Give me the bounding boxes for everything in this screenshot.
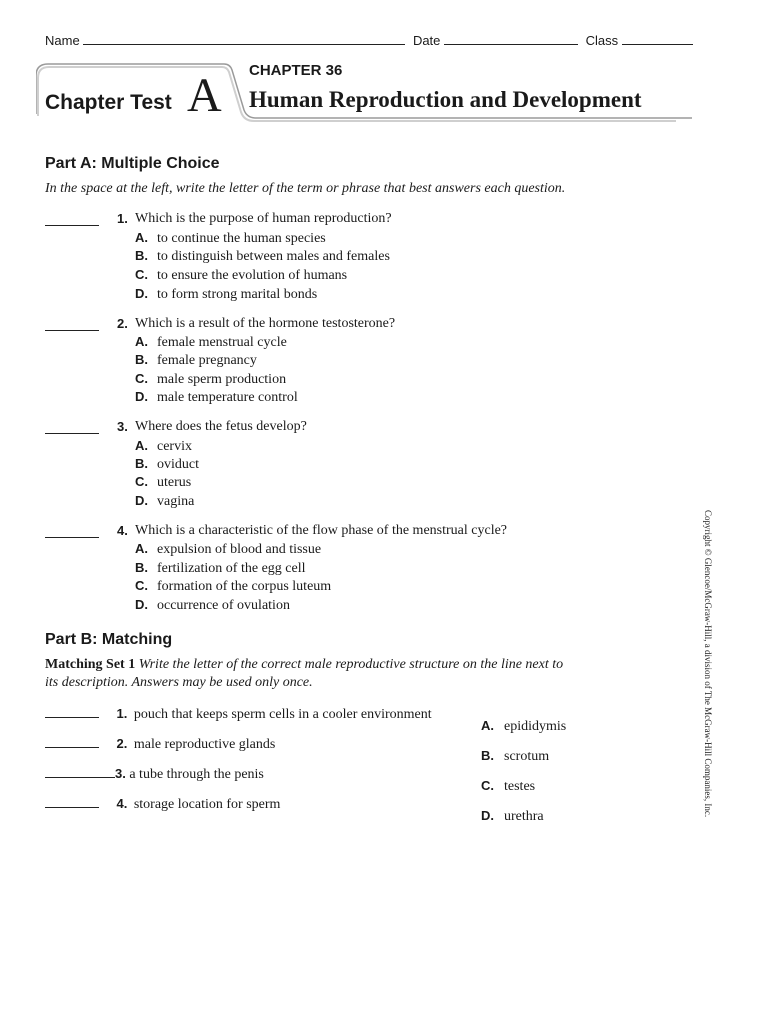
option-c: C. uterus xyxy=(135,474,192,490)
option-a: A. expulsion of blood and tissue xyxy=(135,541,322,557)
option-d: D. male temperature control xyxy=(135,389,298,405)
class-label: Class xyxy=(585,33,619,48)
answer-blank[interactable] xyxy=(45,330,99,331)
option-c: C. to ensure the evolution of humans xyxy=(135,267,348,283)
part-b-instructions-line2: its description. Answers may be used only once. xyxy=(45,675,313,690)
part-a-title: Part A: Multiple Choice xyxy=(45,155,220,172)
option-a: A. female menstrual cycle xyxy=(135,334,287,350)
date-label: Date xyxy=(412,33,441,48)
matching-item-1: 1. pouch that keeps sperm cells in a cooler environment xyxy=(45,705,432,723)
option-b: B. to distinguish between males and females xyxy=(135,248,390,264)
option-c: C. male sperm production xyxy=(135,371,287,387)
answer-choice-d: D. urethra xyxy=(481,808,544,824)
option-b: B. oviduct xyxy=(135,456,199,472)
name-field[interactable] xyxy=(83,32,405,45)
matching-item-4: 4. storage location for sperm xyxy=(45,795,280,813)
chapter-title: Human Reproduction and Development xyxy=(249,87,642,112)
copyright-notice: Copyright © Glencoe/McGraw-Hill, a division of The McGraw-Hill Companies, Inc. xyxy=(703,510,713,818)
answer-choice-b: B. scrotum xyxy=(481,748,550,764)
question-number: 1. xyxy=(117,211,128,226)
option-b: B. fertilization of the egg cell xyxy=(135,560,306,576)
option-a: A. to continue the human species xyxy=(135,230,326,246)
question-number: 3. xyxy=(117,419,128,434)
matching-set-label: Matching Set 1 xyxy=(45,657,136,672)
class-field[interactable] xyxy=(622,32,693,45)
question-text: Where does the fetus develop? xyxy=(135,419,307,434)
header-line xyxy=(45,32,693,48)
chapter-number: CHAPTER 36 xyxy=(249,62,343,79)
test-letter: A xyxy=(187,69,222,122)
question-text: Which is a characteristic of the flow phase of the menstrual cycle? xyxy=(135,523,508,538)
answer-blank[interactable] xyxy=(45,735,99,748)
date-field[interactable] xyxy=(444,32,578,45)
answer-choice-a: A. epididymis xyxy=(481,718,567,734)
test-label: Chapter Test xyxy=(45,91,172,114)
option-c: C. formation of the corpus luteum xyxy=(135,578,332,594)
part-b-title: Part B: Matching xyxy=(45,631,173,648)
matching-item-3: 3. a tube through the penis xyxy=(45,765,264,783)
name-label: Name xyxy=(45,33,80,48)
question-number: 2. xyxy=(117,316,128,331)
answer-blank[interactable] xyxy=(45,795,99,808)
answer-blank[interactable] xyxy=(45,225,99,226)
part-a-instructions: In the space at the left, write the letter of the term or phrase that best answers each question. xyxy=(45,181,566,196)
part-b-instructions: Matching Set 1 Write the letter of the correct male reproductive structure on the line next to xyxy=(45,657,564,672)
answer-blank[interactable] xyxy=(45,537,99,538)
answer-blank[interactable] xyxy=(45,705,99,718)
answer-choice-c: C. testes xyxy=(481,778,536,794)
answer-blank[interactable] xyxy=(45,765,115,778)
question-text: Which is a result of the hormone testosterone? xyxy=(135,316,396,331)
option-d: D. vagina xyxy=(135,493,195,509)
answer-blank[interactable] xyxy=(45,433,99,434)
question-text: Which is the purpose of human reproduction? xyxy=(135,211,392,226)
option-d: D. occurrence of ovulation xyxy=(135,597,290,613)
question-number: 4. xyxy=(117,523,128,538)
option-b: B. female pregnancy xyxy=(135,352,257,368)
option-a: A. cervix xyxy=(135,438,192,454)
option-d: D. to form strong marital bonds xyxy=(135,286,318,302)
matching-item-2: 2. male reproductive glands xyxy=(45,735,275,753)
